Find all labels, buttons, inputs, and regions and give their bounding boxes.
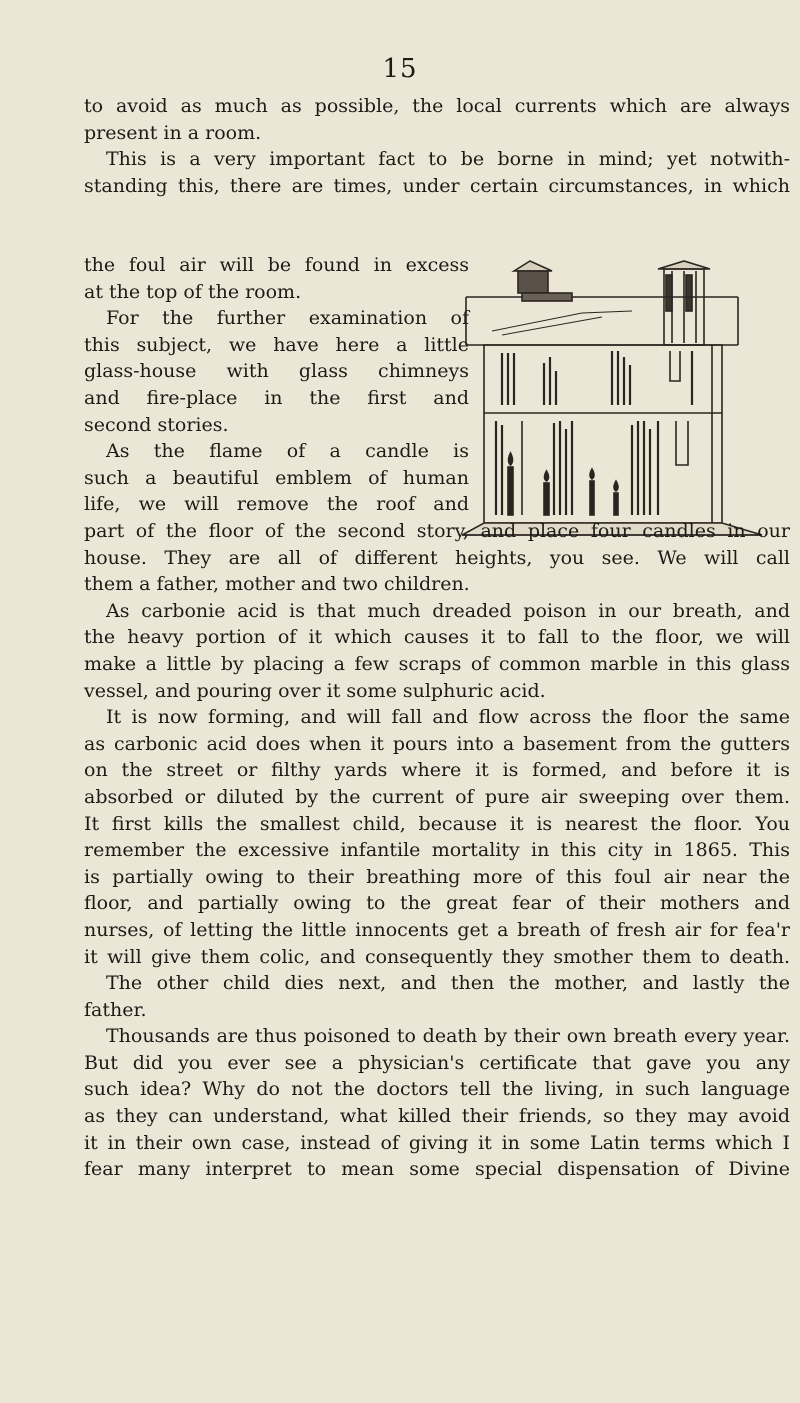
text-line: to avoid as much as possible, the local currents which are always — [84, 95, 790, 117]
text-line: Thousands are thus poisoned to death by their own breath every year. — [106, 1025, 790, 1048]
text-line: But did you ever see a physician's certificate that gave you any — [84, 1051, 790, 1074]
text-line: it will give them colic, and consequently they smother them to death. — [84, 945, 790, 968]
text-line: father. — [84, 998, 147, 1021]
text-line: vessel, and pouring over it some sulphuric acid. — [84, 679, 546, 702]
text-line: on the street or filthy yards where it is formed, and before it is — [84, 759, 790, 782]
text-line: life, we will remove the roof and — [84, 493, 469, 516]
text-line: remember the excessive infantile mortality in this city in 1865. This — [84, 839, 790, 862]
text-line: The other child dies next, and then the mother, and lastly the — [106, 972, 790, 995]
text-line: the heavy portion of it which causes it to fall to the floor, we will — [84, 626, 790, 649]
text-line: It first kills the smallest child, because it is nearest the floor. You — [84, 812, 790, 835]
text-line: This is a very important fact to be borne in mind; yet notwith- — [106, 148, 790, 171]
text-line: such idea? Why do not the doctors tell the living, in such language — [84, 1078, 790, 1101]
text-line: and fire-place in the first and — [84, 386, 469, 409]
text-line: floor, and partially owing to the great fear of their mothers and — [84, 892, 790, 915]
text-line: is partially owing to their breathing more of this foul air near the — [84, 865, 790, 888]
text-line: as carbonic acid does when it pours into a basement from the gutters — [84, 732, 790, 755]
text-line: this subject, we have here a little — [84, 333, 469, 356]
text-line: glass-house with glass chimneys — [84, 360, 469, 383]
text-line: part of the floor of the second story, and place four candles in our — [84, 520, 790, 542]
text-line: it in their own case, instead of giving it in some Latin terms which I — [84, 1131, 790, 1154]
text-line: It is now forming, and will fall and flow across the floor the same — [106, 706, 790, 729]
text-line: standing this, there are times, under certain circumstances, in which — [84, 174, 790, 197]
text-line: As carbonie acid is that much dreaded poison in our breath, and — [106, 599, 790, 622]
text-line: absorbed or diluted by the current of pure air sweeping over them. — [84, 785, 790, 808]
text-line: them a father, mother and two children. — [84, 573, 470, 596]
text-line: nurses, of letting the little innocents get a breath of fresh air for fea'r — [84, 918, 790, 941]
glass-house-illustration — [462, 253, 794, 548]
bottom-paragraphs — [84, 518, 790, 1183]
top-paragraphs — [84, 93, 790, 199]
text-line: For the further examination of — [106, 307, 469, 330]
text-line: at the top of the room. — [84, 280, 302, 303]
text-line: make a little by placing a few scraps of common marble in this glass — [84, 652, 790, 675]
text-line: As the flame of a candle is — [106, 440, 469, 463]
text-line: as they can understand, what killed their friends, so they may avoid — [84, 1105, 790, 1128]
text-line: present in a room. — [84, 121, 262, 144]
text-line: second stories. — [84, 413, 229, 436]
text-line: fear many interpret to mean some special dispensation of Divine — [84, 1158, 790, 1181]
text-line: house. They are all of different heights, you see. We will call — [84, 546, 790, 569]
text-line: such a beautiful emblem of human — [84, 466, 469, 489]
page-number: 15 — [382, 54, 418, 84]
side-paragraphs — [84, 252, 469, 518]
text-line: the foul air will be found in excess — [84, 254, 469, 276]
